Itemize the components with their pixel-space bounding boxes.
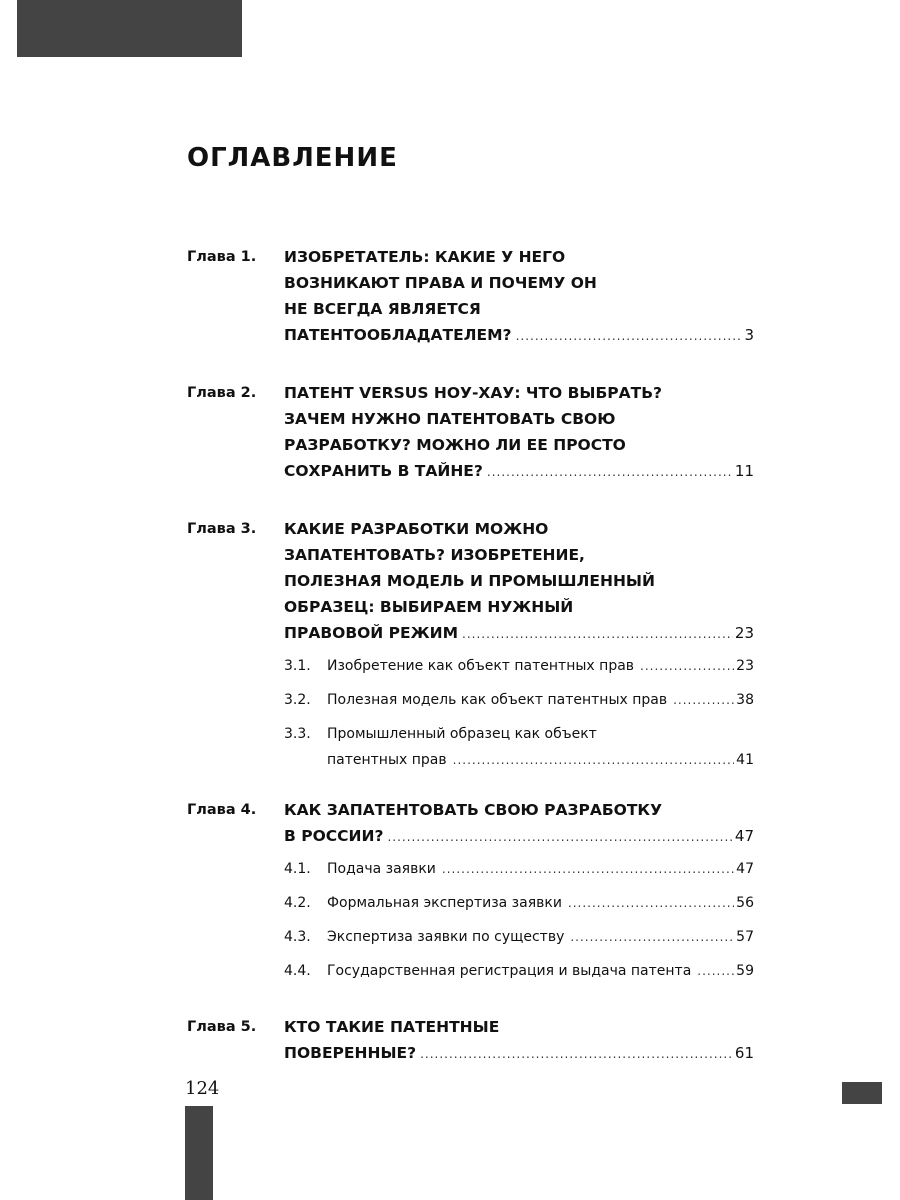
section-title-line (327, 747, 754, 773)
dot-leader (673, 687, 734, 713)
toc-chapter[interactable] (187, 244, 754, 349)
chapter-title-text: ПОЛЕЗНАЯ МОДЕЛЬ И ПРОМЫШЛЕННЫЙ (284, 572, 655, 590)
chapter-title-text: РАЗРАБОТКУ? МОЖНО ЛИ ЕЕ ПРОСТО (284, 436, 626, 454)
chapter-title-line (284, 380, 754, 406)
section-number: 4.4. (284, 963, 311, 979)
chapter-title-text: ПРАВОВОЙ РЕЖИМ (284, 624, 458, 642)
section-title-line (327, 890, 754, 916)
chapter-title-text: ПАТЕНТООБЛАДАТЕЛЕМ? (284, 326, 512, 344)
dot-leader (640, 653, 734, 679)
chapter-title-line (284, 516, 754, 542)
toc-chapter[interactable] (187, 797, 754, 984)
section-title-text: Формальная экспертиза заявки (327, 895, 562, 911)
chapter-title-line (284, 542, 754, 568)
chapter-title-line (284, 322, 754, 349)
section-title-text: Подача заявки (327, 861, 436, 877)
section-page-number: 56 (736, 895, 754, 911)
chapter-body (284, 516, 754, 773)
section-number: 4.1. (284, 861, 311, 877)
section-number: 3.1. (284, 658, 311, 674)
chapter-body (284, 380, 754, 485)
chapter-title-text: КАК ЗАПАТЕНТОВАТЬ СВОЮ РАЗРАБОТКУ (284, 801, 663, 819)
section-title-text: Изобретение как объект патентных прав (327, 658, 635, 674)
chapter-label: Глава 4. (187, 802, 257, 818)
section-title-line (327, 687, 754, 713)
chapter-title-text: ПОВЕРЕННЫЕ? (284, 1044, 417, 1062)
toc-section[interactable] (284, 856, 754, 882)
dot-leader (487, 459, 733, 485)
section-body (327, 721, 754, 773)
chapter-label: Глава 1. (187, 249, 257, 265)
chapter-title-text: ЗАПАТЕНТОВАТЬ? ИЗОБРЕТЕНИЕ, (284, 546, 585, 564)
bottom-decorative-bar (185, 1106, 213, 1200)
section-title-text: Государственная регистрация и выдача патента (327, 963, 692, 979)
toc-section[interactable] (284, 687, 754, 713)
section-number: 3.2. (284, 692, 311, 708)
section-number: 3.3. (284, 726, 311, 742)
dot-leader (568, 890, 734, 916)
edge-tab-marker (842, 1082, 882, 1104)
section-list (284, 653, 754, 773)
section-page-number: 59 (736, 963, 754, 979)
section-title-text: Промышленный образец как объект (327, 726, 597, 742)
section-page-number: 47 (736, 861, 754, 877)
chapter-title-text: КАКИЕ РАЗРАБОТКИ МОЖНО (284, 520, 549, 538)
dot-leader (516, 323, 743, 349)
chapter-label: Глава 3. (187, 521, 257, 537)
chapter-title-line (284, 432, 754, 458)
toc-section[interactable] (284, 653, 754, 679)
chapter-page-number: 61 (734, 1044, 754, 1062)
section-title-text: Полезная модель как объект патентных прав (327, 692, 668, 708)
chapter-title-line (284, 823, 754, 850)
top-decorative-bar (17, 0, 242, 57)
toc-chapter[interactable] (187, 1014, 754, 1067)
dot-leader (420, 1041, 733, 1067)
section-page-number: 23 (736, 658, 754, 674)
chapter-title-text: ОБРАЗЕЦ: ВЫБИРАЕМ НУЖНЫЙ (284, 598, 574, 616)
section-page-number: 38 (736, 692, 754, 708)
chapter-title-line (284, 797, 754, 823)
chapter-title-line (284, 1040, 754, 1067)
chapter-title-text: В РОССИИ? (284, 827, 384, 845)
section-body (327, 653, 754, 679)
section-body (327, 890, 754, 916)
section-page-number: 41 (736, 752, 754, 768)
chapter-title-text: ВОЗНИКАЮТ ПРАВА И ПОЧЕМУ ОН (284, 274, 597, 292)
chapter-title-line (284, 270, 754, 296)
dot-leader (387, 824, 732, 850)
section-title-line (327, 856, 754, 882)
chapter-page-number: 11 (734, 462, 754, 480)
toc-section[interactable] (284, 890, 754, 916)
section-title-text: патентных прав (327, 752, 447, 768)
chapter-label: Глава 5. (187, 1019, 257, 1035)
chapter-title-text: НЕ ВСЕГДА ЯВЛЯЕТСЯ (284, 300, 481, 318)
chapter-title-text: ИЗОБРЕТАТЕЛЬ: КАКИЕ У НЕГО (284, 248, 566, 266)
chapter-title-line (284, 1014, 754, 1040)
toc-section[interactable] (284, 958, 754, 984)
dot-leader (697, 958, 734, 984)
section-number: 4.2. (284, 895, 311, 911)
section-title-line (327, 924, 754, 950)
section-title-line (327, 653, 754, 679)
toc-chapter[interactable] (187, 380, 754, 485)
section-number: 4.3. (284, 929, 311, 945)
chapter-title-line (284, 458, 754, 485)
chapter-title-text: ПАТЕНТ VERSUS НОУ-ХАУ: ЧТО ВЫБРАТЬ? (284, 384, 663, 402)
chapter-title-line (284, 244, 754, 270)
dot-leader (442, 856, 734, 882)
toc-section[interactable] (284, 721, 754, 773)
chapter-title-text: СОХРАНИТЬ В ТАЙНЕ? (284, 462, 483, 480)
section-page-number: 57 (736, 929, 754, 945)
chapter-title-line (284, 296, 754, 322)
toc-section[interactable] (284, 924, 754, 950)
section-title-text: Экспертиза заявки по существу (327, 929, 565, 945)
chapter-page-number: 3 (744, 326, 754, 344)
chapter-title-line (284, 406, 754, 432)
page-title: ОГЛАВЛЕНИЕ (187, 143, 398, 173)
page-number: 124 (185, 1078, 220, 1099)
section-title-line (327, 721, 754, 747)
dot-leader (453, 747, 735, 773)
toc-chapter[interactable] (187, 516, 754, 773)
chapter-body (284, 244, 754, 349)
chapter-page-number: 23 (734, 624, 754, 642)
section-body (327, 856, 754, 882)
chapter-title-text: КТО ТАКИЕ ПАТЕНТНЫЕ (284, 1018, 500, 1036)
chapter-body (284, 1014, 754, 1067)
section-body (327, 924, 754, 950)
table-of-contents (187, 244, 754, 1067)
section-title-line (327, 958, 754, 984)
section-list (284, 856, 754, 984)
section-body (327, 687, 754, 713)
chapter-title-line (284, 620, 754, 647)
chapter-label: Глава 2. (187, 385, 257, 401)
chapter-body (284, 797, 754, 984)
chapter-title-line (284, 568, 754, 594)
chapter-page-number: 47 (734, 827, 754, 845)
chapter-title-text: ЗАЧЕМ НУЖНО ПАТЕНТОВАТЬ СВОЮ (284, 410, 616, 428)
chapter-title-line (284, 594, 754, 620)
dot-leader (570, 924, 734, 950)
dot-leader (462, 621, 733, 647)
section-body (327, 958, 754, 984)
